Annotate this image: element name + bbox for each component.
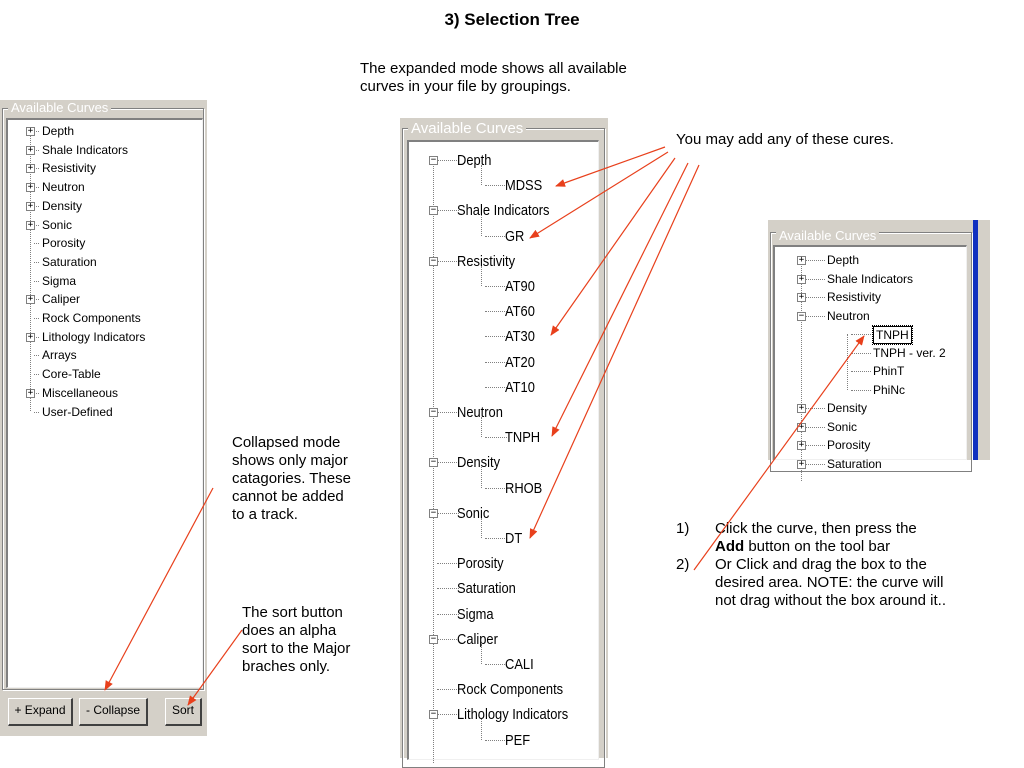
tree-connector bbox=[851, 371, 871, 372]
plus-box-icon[interactable]: + bbox=[798, 273, 805, 284]
tree-item-label: Porosity bbox=[42, 236, 86, 251]
tree-connector bbox=[437, 261, 459, 262]
minus-box-icon[interactable]: − bbox=[430, 255, 437, 266]
tree-item-label: PhinT bbox=[873, 364, 905, 378]
tree-item-phinc[interactable] bbox=[775, 381, 965, 400]
tree-connector bbox=[851, 353, 871, 354]
panel-legend: Available Curves bbox=[8, 100, 111, 116]
tree-connector bbox=[805, 408, 825, 409]
tree-item-core-table[interactable] bbox=[8, 365, 198, 384]
tree-item-label: Sonic bbox=[42, 217, 73, 232]
tree-connector bbox=[437, 639, 459, 640]
tree-item-label: Resistivity bbox=[827, 290, 882, 304]
instruction-steps bbox=[676, 520, 1006, 610]
plus-box-icon[interactable]: + bbox=[798, 421, 805, 432]
plus-box-icon[interactable]: + bbox=[798, 403, 805, 413]
collapsed-note: Collapsed mode shows only major catagories. These cannot be added to a track. bbox=[232, 434, 351, 523]
tree-item-label: Density bbox=[457, 454, 501, 472]
tree-item-caliper[interactable] bbox=[409, 627, 599, 652]
tree-item-neutron[interactable] bbox=[8, 178, 198, 197]
tree-connector bbox=[485, 362, 507, 363]
tree-connector bbox=[485, 336, 507, 337]
tree-item-label: Miscellaneous bbox=[42, 385, 119, 400]
tree-item-resistivity[interactable] bbox=[775, 288, 965, 307]
tree-connector bbox=[34, 355, 39, 356]
tree-connector bbox=[437, 412, 459, 413]
tree-item-porosity[interactable] bbox=[8, 234, 198, 253]
tree-item-label: Sigma bbox=[457, 605, 494, 623]
sort-button[interactable]: Sort bbox=[165, 698, 202, 726]
tree-item-label: Caliper bbox=[42, 292, 81, 307]
tree-item-label: AT20 bbox=[505, 353, 535, 371]
tree-connector bbox=[805, 316, 825, 317]
tree-item-gr[interactable] bbox=[409, 224, 599, 249]
minus-box-icon[interactable]: − bbox=[430, 709, 437, 720]
tree-connector bbox=[437, 563, 459, 564]
minus-box-icon[interactable]: − bbox=[430, 407, 437, 417]
tree-item-shale-indicators[interactable] bbox=[8, 141, 198, 160]
tree-item-resistivity[interactable] bbox=[409, 249, 599, 274]
tree-item-lithology-indicators[interactable] bbox=[409, 702, 599, 727]
tree-item-at10[interactable] bbox=[409, 375, 599, 400]
tree-connector bbox=[485, 488, 507, 489]
tree-connector bbox=[34, 243, 39, 244]
tree-branch bbox=[847, 334, 848, 390]
tree-item-label: Density bbox=[827, 401, 868, 415]
tree-item-label: Neutron bbox=[457, 404, 503, 421]
tree-item-rock-components[interactable] bbox=[409, 677, 599, 702]
tree-item-label: PhiNc bbox=[873, 382, 906, 397]
plus-box-icon[interactable]: + bbox=[27, 331, 34, 342]
tree-item-label: Lithology Indicators bbox=[457, 706, 569, 724]
tree-item-sigma[interactable] bbox=[8, 272, 198, 291]
tree-item-neutron[interactable] bbox=[775, 307, 965, 326]
tree-connector bbox=[34, 262, 39, 263]
tree-item-label: Arrays bbox=[42, 348, 77, 363]
tree-connector bbox=[437, 588, 459, 589]
tree-item-label: Lithology Indicators bbox=[42, 329, 146, 344]
tree-item-resistivity[interactable] bbox=[8, 159, 198, 178]
tree-item-label: TNPH bbox=[505, 429, 541, 447]
plus-box-icon[interactable]: + bbox=[27, 387, 34, 398]
curve-tree[interactable] bbox=[773, 245, 967, 471]
tree-item-rhob[interactable] bbox=[409, 476, 599, 501]
tree-item-label: Saturation bbox=[457, 580, 516, 598]
tree-item-label: Saturation bbox=[42, 254, 97, 269]
tree-item-at90[interactable] bbox=[409, 274, 599, 299]
tree-item-label: Caliper bbox=[457, 630, 498, 648]
tree-connector bbox=[437, 513, 459, 514]
tree-item-label: DT bbox=[505, 530, 523, 547]
tree-item-label: Resistivity bbox=[42, 161, 97, 176]
tree-item-label: Shale Indicators bbox=[827, 271, 914, 286]
tree-item-label: Porosity bbox=[457, 555, 504, 573]
tree-connector bbox=[805, 260, 825, 261]
tree-item-label: Sigma bbox=[42, 273, 77, 288]
window-edge bbox=[973, 220, 978, 460]
tree-connector bbox=[437, 210, 459, 211]
tree-item-label: Shale Indicators bbox=[42, 142, 129, 157]
panel-legend: Available Curves bbox=[408, 120, 526, 138]
tree-item-label: AT30 bbox=[505, 328, 535, 346]
tree-item-at60[interactable] bbox=[409, 299, 599, 324]
tree-connector bbox=[485, 286, 507, 287]
plus-box-icon[interactable]: + bbox=[27, 219, 34, 230]
tree-item-user-defined[interactable] bbox=[8, 403, 198, 422]
curve-tree[interactable] bbox=[6, 118, 203, 688]
tree-item-at20[interactable] bbox=[409, 350, 599, 375]
plus-box-icon[interactable]: + bbox=[27, 182, 34, 193]
panel-legend: Available Curves bbox=[776, 228, 879, 244]
tree-item-label: Porosity bbox=[827, 438, 871, 452]
tree-connector bbox=[805, 464, 825, 465]
tree-item-label: Depth bbox=[827, 253, 860, 267]
tree-connector bbox=[805, 297, 825, 298]
tree-connector bbox=[437, 614, 459, 615]
tree-connector bbox=[485, 387, 507, 388]
selected-curve-box[interactable]: TNPH bbox=[873, 326, 912, 344]
tree-connector bbox=[805, 445, 825, 446]
tree-connector bbox=[805, 427, 825, 428]
step-2: 2) Or Click and drag the box to the desired area. NOTE: the curve will not drag without the box around it.. bbox=[676, 556, 946, 609]
tree-connector bbox=[485, 664, 507, 665]
tree-connector bbox=[437, 689, 459, 690]
tree-connector bbox=[34, 281, 39, 282]
tree-item-label: Neutron bbox=[827, 308, 870, 323]
tree-item-mdss[interactable] bbox=[409, 173, 599, 198]
minus-box-icon[interactable]: − bbox=[430, 507, 437, 518]
tree-item-lithology-indicators[interactable] bbox=[8, 328, 198, 347]
tree-connector bbox=[34, 374, 39, 375]
tree-item-label: Rock Components bbox=[457, 681, 564, 699]
tree-connector bbox=[437, 714, 459, 715]
tree-connector bbox=[485, 740, 507, 741]
tree-item-rock-components[interactable] bbox=[8, 309, 198, 328]
tree-item-label: Shale Indicators bbox=[457, 202, 550, 220]
tree-connector bbox=[485, 311, 507, 312]
tree-connector bbox=[485, 538, 507, 539]
tree-item-label: AT90 bbox=[505, 278, 535, 295]
add-note: You may add any of these cures. bbox=[676, 131, 894, 148]
tree-item-label: Sonic bbox=[827, 419, 858, 434]
tree-item-saturation[interactable] bbox=[409, 576, 599, 601]
tree-item-label: Depth bbox=[42, 124, 75, 138]
tree-item-depth[interactable] bbox=[775, 251, 965, 270]
curve-tree[interactable] bbox=[407, 140, 599, 760]
tree-item-saturation[interactable] bbox=[775, 455, 965, 474]
minus-box-icon[interactable]: − bbox=[430, 205, 437, 216]
minus-box-icon[interactable]: − bbox=[798, 310, 805, 321]
tree-item-phint[interactable] bbox=[775, 362, 965, 381]
tree-item-label: Saturation bbox=[827, 456, 882, 471]
tree-item-at30[interactable] bbox=[409, 324, 599, 349]
tree-item-arrays[interactable] bbox=[8, 346, 198, 365]
tree-connector bbox=[34, 412, 39, 413]
tree-item-miscellaneous[interactable] bbox=[8, 384, 198, 403]
page-title: 3) Selection Tree bbox=[444, 10, 580, 29]
tree-item-label: CALI bbox=[505, 656, 534, 673]
plus-box-icon[interactable]: + bbox=[798, 292, 805, 302]
tree-connector bbox=[34, 318, 39, 319]
plus-box-icon[interactable]: + bbox=[798, 458, 805, 469]
tree-item-label: RHOB bbox=[505, 479, 543, 497]
minus-box-icon[interactable]: − bbox=[430, 633, 437, 644]
tree-item-sigma[interactable] bbox=[409, 602, 599, 627]
tree-item-density[interactable] bbox=[409, 450, 599, 475]
tree-item-sonic[interactable] bbox=[8, 216, 198, 235]
tree-item-label: Core-Table bbox=[42, 367, 101, 382]
tree-item-dt[interactable] bbox=[409, 526, 599, 551]
tree-item-label: AT60 bbox=[505, 303, 535, 321]
tree-item-tnph-ver-2[interactable] bbox=[775, 344, 965, 363]
tree-item-label: Rock Components bbox=[42, 311, 141, 325]
expand-button[interactable]: + Expand bbox=[8, 698, 73, 726]
tree-connector bbox=[485, 185, 507, 186]
tree-connector bbox=[805, 279, 825, 280]
tree-item-density[interactable] bbox=[775, 399, 965, 418]
plus-box-icon[interactable]: + bbox=[27, 126, 34, 136]
tree-item-depth[interactable] bbox=[409, 148, 599, 173]
tree-connector bbox=[437, 160, 459, 161]
tree-item-cali[interactable] bbox=[409, 652, 599, 677]
tree-item-sonic[interactable] bbox=[409, 501, 599, 526]
tree-item-label: Depth bbox=[457, 152, 492, 169]
minus-box-icon[interactable]: − bbox=[430, 457, 437, 468]
tree-item-tnph[interactable] bbox=[775, 325, 965, 344]
plus-box-icon[interactable]: + bbox=[798, 255, 805, 265]
tree-connector bbox=[851, 390, 871, 391]
step-1: 1) Click the curve, then press the Add button on the tool bar bbox=[676, 520, 917, 555]
sort-note: The sort button does an alpha sort to the Major braches only. bbox=[242, 604, 351, 675]
plus-box-icon[interactable]: + bbox=[27, 200, 34, 211]
plus-box-icon[interactable]: + bbox=[27, 294, 34, 305]
tree-item-label: Resistivity bbox=[457, 252, 516, 270]
tree-item-label: GR bbox=[505, 227, 525, 245]
tree-item-label: MDSS bbox=[505, 177, 543, 195]
tree-item-sonic[interactable] bbox=[775, 418, 965, 437]
tree-item-label: Sonic bbox=[457, 504, 490, 522]
tree-item-label: TNPH - ver. 2 bbox=[873, 345, 946, 360]
tree-item-neutron[interactable] bbox=[409, 400, 599, 425]
plus-box-icon[interactable]: + bbox=[27, 144, 34, 155]
tree-item-shale-indicators[interactable] bbox=[775, 270, 965, 289]
tree-connector bbox=[485, 437, 507, 438]
tree-item-tnph[interactable] bbox=[409, 425, 599, 450]
tree-item-porosity[interactable] bbox=[409, 551, 599, 576]
tree-connector bbox=[485, 236, 507, 237]
plus-box-icon[interactable]: + bbox=[798, 440, 805, 450]
expanded-curves-panel bbox=[400, 118, 608, 758]
tree-item-shale-indicators[interactable] bbox=[409, 198, 599, 223]
tree-item-depth[interactable] bbox=[8, 122, 198, 141]
minus-box-icon[interactable]: − bbox=[430, 155, 437, 165]
tree-item-density[interactable] bbox=[8, 197, 198, 216]
collapsed-curves-panel bbox=[0, 100, 207, 736]
plus-box-icon[interactable]: + bbox=[27, 163, 34, 174]
tree-item-label: AT10 bbox=[505, 378, 535, 396]
tree-item-saturation[interactable] bbox=[8, 253, 198, 272]
tree-item-caliper[interactable] bbox=[8, 290, 198, 309]
tree-item-label: PEF bbox=[505, 731, 531, 749]
selected-curve-panel bbox=[768, 220, 990, 471]
tree-item-porosity[interactable] bbox=[775, 436, 965, 455]
tree-item-label: User-Defined bbox=[42, 404, 113, 419]
tree-connector bbox=[851, 334, 871, 335]
expanded-note: The expanded mode shows all available curves in your file by groupings. bbox=[360, 60, 627, 95]
tree-item-label: Neutron bbox=[42, 180, 85, 195]
tree-connector bbox=[437, 462, 459, 463]
collapse-button[interactable]: - Collapse bbox=[79, 698, 148, 726]
tree-item-label: Density bbox=[42, 198, 83, 213]
tree-item-pef[interactable] bbox=[409, 728, 599, 753]
